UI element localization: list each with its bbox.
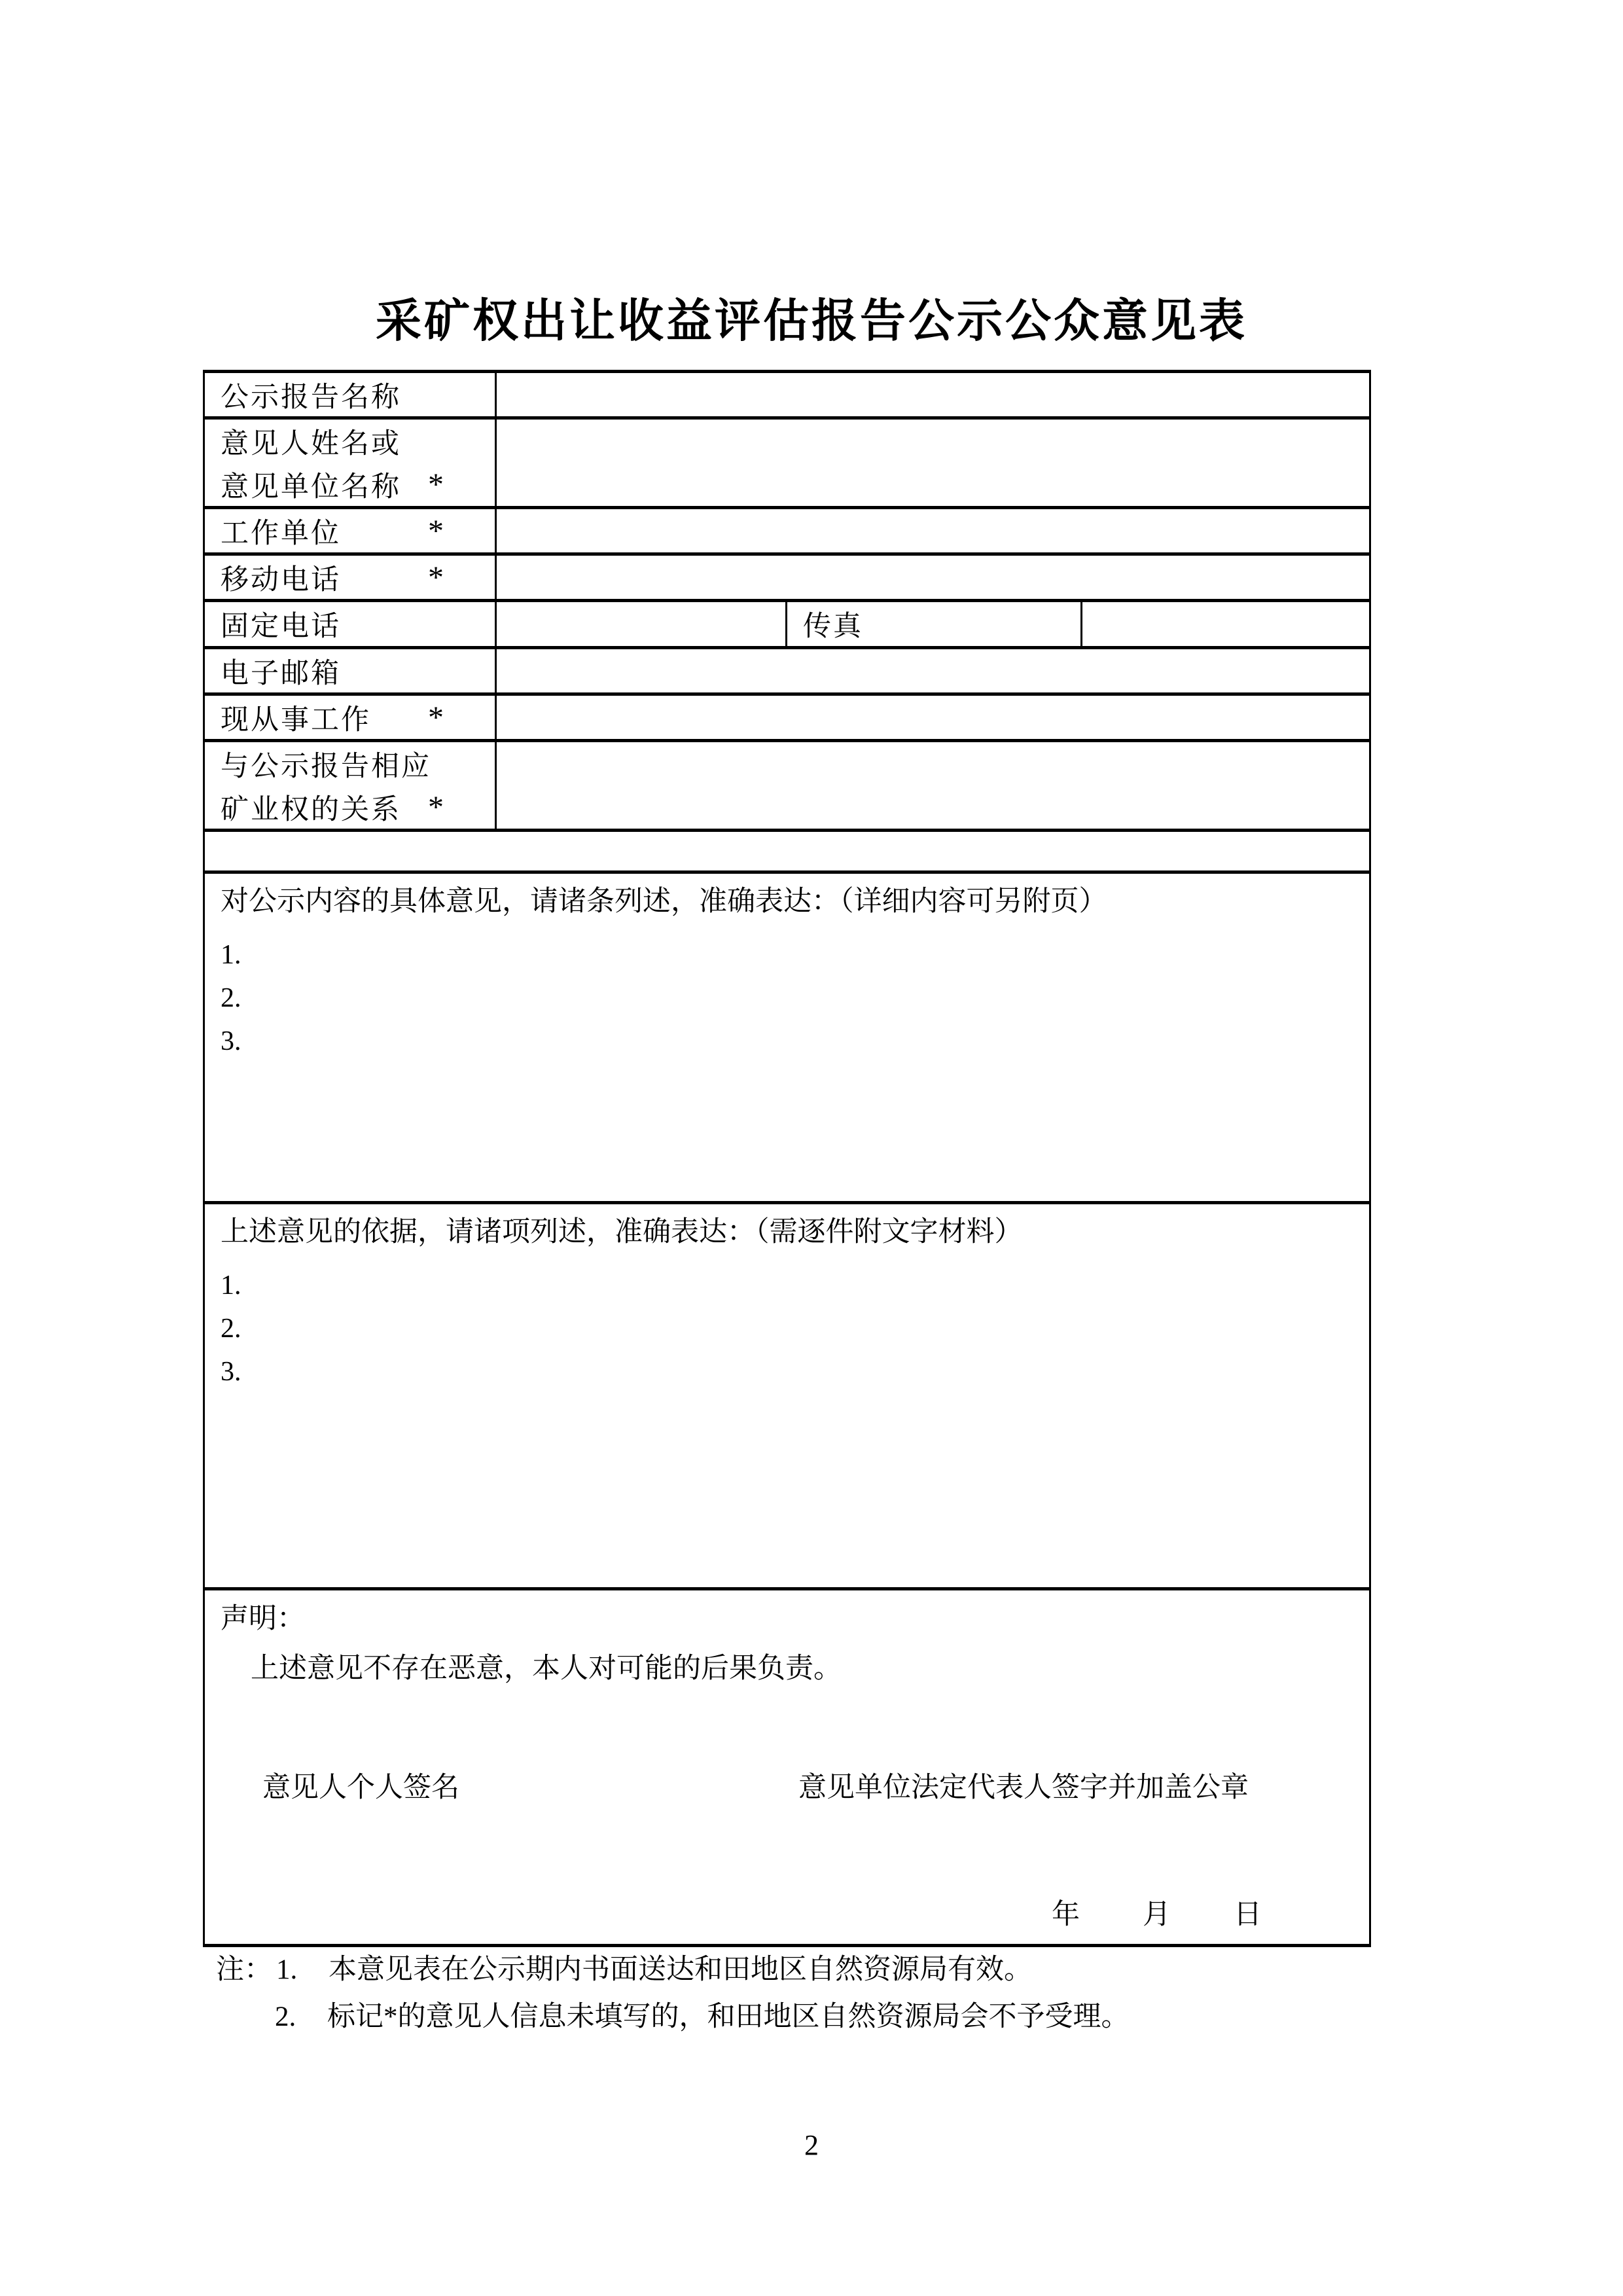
fax-field[interactable] xyxy=(1082,601,1370,648)
landline-label-cell xyxy=(204,601,496,648)
row-label: 意见人姓名或 xyxy=(221,428,401,459)
personal-signature-label: 意见人个人签名 xyxy=(262,1772,459,1803)
row-label: 移动电话 xyxy=(221,564,341,596)
declaration-row xyxy=(204,1589,1370,1946)
footnotes xyxy=(216,1953,1130,2034)
row-label: 与公示报告相应 xyxy=(221,751,431,782)
date-row xyxy=(221,1898,1353,1932)
work-unit-label-cell xyxy=(204,508,496,554)
date-year-label: 年 xyxy=(1052,1899,1080,1930)
row-label: 现从事工作 xyxy=(221,704,371,736)
mobile-phone-field[interactable] xyxy=(496,554,1370,601)
basis-section-row xyxy=(204,1203,1370,1589)
respondent-name-field[interactable] xyxy=(496,418,1370,508)
required-asterisk: * xyxy=(428,560,444,595)
opinion-form-table xyxy=(203,370,1371,1947)
row-respondent-name xyxy=(204,418,1370,508)
report-name-field[interactable] xyxy=(496,372,1370,418)
opinions-section-header: 对公示内容的具体意见，请诸条列述，准确表达：（详细内容可另附页） xyxy=(221,886,1107,917)
respondent-name-label-cell xyxy=(204,418,496,508)
declaration-body: 上述意见不存在恶意，本人对可能的后果负责。 xyxy=(251,1653,842,1684)
row-report-name xyxy=(204,372,1370,418)
required-asterisk: * xyxy=(428,700,444,735)
current-job-label-cell xyxy=(204,694,496,741)
required-asterisk: * xyxy=(428,789,444,825)
row-label: 固定电话 xyxy=(221,611,341,642)
footnote-1 xyxy=(216,1953,1130,1987)
declaration-field[interactable] xyxy=(204,1589,1370,1946)
row-label: 公示报告名称 xyxy=(221,382,401,413)
current-job-field[interactable] xyxy=(496,694,1370,741)
footnote-2-text: 标记*的意见人信息未填写的，和田地区自然资源局会不予受理。 xyxy=(327,2001,1130,2032)
spacer-row xyxy=(204,831,1370,872)
required-asterisk: * xyxy=(428,467,444,502)
row-label: 传真 xyxy=(803,611,863,642)
basis-section-field[interactable] xyxy=(204,1203,1370,1589)
footnote-2-number: 2. xyxy=(275,2001,296,2032)
date-month-label: 月 xyxy=(1143,1899,1171,1930)
landline-field[interactable] xyxy=(496,601,787,648)
mobile-phone-label-cell xyxy=(204,554,496,601)
row-label: 意见单位名称 xyxy=(221,471,401,503)
unit-signature-label: 意见单位法定代表人签字并加盖公章 xyxy=(798,1772,1249,1803)
footnote-1-text: 本意见表在公示期内书面送达和田地区自然资源局有效。 xyxy=(329,1954,1032,1985)
mining-right-relation-field[interactable] xyxy=(496,741,1370,831)
opinions-section-row xyxy=(204,872,1370,1203)
row-current-job xyxy=(204,694,1370,741)
row-mining-right-relation xyxy=(204,741,1370,831)
form-title: 采矿权出让收益评估报告公示公众意见表 xyxy=(376,296,1247,347)
basis-item-1: 1. xyxy=(221,1270,241,1300)
declaration-heading: 声明： xyxy=(221,1604,305,1634)
page-number: 2 xyxy=(804,2129,819,2161)
spacer-cell xyxy=(204,831,1370,872)
opinion-item-3: 3. xyxy=(221,1026,241,1056)
row-label: 电子邮箱 xyxy=(221,658,341,689)
work-unit-field[interactable] xyxy=(496,508,1370,554)
fax-label-cell xyxy=(787,601,1082,648)
row-mobile-phone xyxy=(204,554,1370,601)
email-label-cell xyxy=(204,648,496,694)
row-label: 工作单位 xyxy=(221,518,341,549)
footnote-1-number: 1. xyxy=(276,1954,298,1985)
row-work-unit xyxy=(204,508,1370,554)
row-landline-fax xyxy=(204,601,1370,648)
opinion-item-1: 1. xyxy=(221,940,241,970)
basis-item-3: 3. xyxy=(221,1357,241,1387)
required-asterisk: * xyxy=(428,513,444,548)
report-name-label-cell xyxy=(204,372,496,418)
row-label: 矿业权的关系 xyxy=(221,794,401,825)
opinions-section-field[interactable] xyxy=(204,872,1370,1203)
email-field[interactable] xyxy=(496,648,1370,694)
opinion-item-2: 2. xyxy=(221,983,241,1013)
signature-row xyxy=(221,1771,1353,1805)
basis-section-header: 上述意见的依据，请诸项列述，准确表达：（需逐件附文字材料） xyxy=(221,1217,1023,1247)
footnote-2 xyxy=(275,2000,1130,2034)
footnote-prefix: 注： xyxy=(216,1954,272,1985)
basis-item-2: 2. xyxy=(221,1314,241,1344)
row-email xyxy=(204,648,1370,694)
date-day-label: 日 xyxy=(1234,1899,1262,1930)
mining-right-relation-label-cell xyxy=(204,741,496,831)
